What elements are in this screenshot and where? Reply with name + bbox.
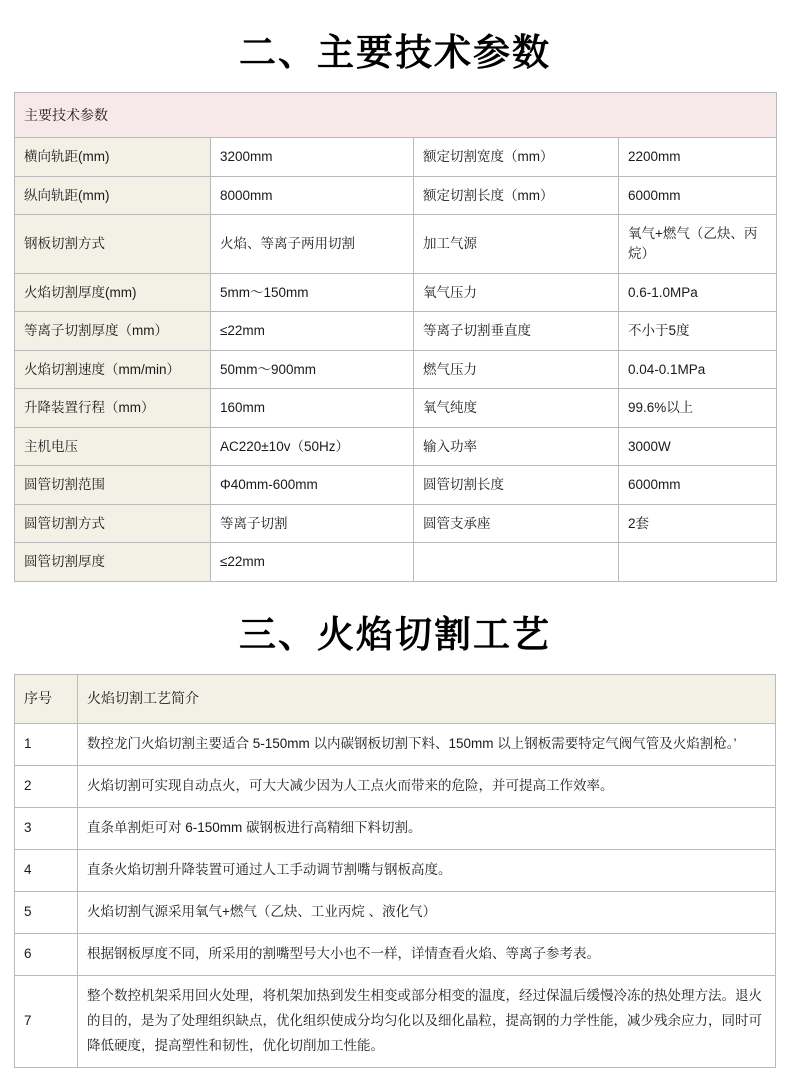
table-row: [15, 975, 776, 1067]
process-text: 直条单割炬可对 6-150mm 碳钢板进行高精细下料切割。: [78, 807, 776, 849]
spec-table: [14, 92, 777, 582]
spec-label: 横向轨距(mm): [15, 138, 211, 177]
process-text: 整个数控机架采用回火处理，将机架加热到发生相变或部分相变的温度，经过保温后缓慢冷冻的热处理方法。退火的目的，是为了处理组织缺点，优化组织使成分均匀化以及细化晶粒，提高钢的力学性能，减少残余应力，同时可降低硬度，提高塑性和韧性，优化切削加工性能。: [78, 975, 776, 1067]
spec-label: 燃气压力: [414, 350, 619, 389]
process-index: 1: [15, 723, 78, 765]
process-header-index: 序号: [15, 675, 78, 724]
table-row: [15, 849, 776, 891]
spec-value: 氧气+燃气（乙炔、丙烷）: [619, 215, 777, 273]
table-row: [15, 807, 776, 849]
process-header-description: 火焰切割工艺简介: [78, 675, 776, 724]
table-row: [15, 765, 776, 807]
spec-value: 0.6-1.0MPa: [619, 273, 777, 312]
table-row: [15, 543, 777, 582]
spec-value: 等离子切割: [211, 504, 414, 543]
spec-label: [414, 543, 619, 582]
spec-value: Φ40mm-600mm: [211, 466, 414, 505]
spec-label: 等离子切割厚度（mm）: [15, 312, 211, 351]
process-index: 4: [15, 849, 78, 891]
spec-label: 圆管支承座: [414, 504, 619, 543]
spec-value: AC220±10v（50Hz）: [211, 427, 414, 466]
process-text: 火焰切割可实现自动点火，可大大减少因为人工点火而带来的危险，并可提高工作效率。: [78, 765, 776, 807]
spec-value: [619, 543, 777, 582]
spec-value: 50mm～900mm: [211, 350, 414, 389]
spec-label: 氧气纯度: [414, 389, 619, 428]
spec-label: 额定切割宽度（mm）: [414, 138, 619, 177]
spec-label: 圆管切割方式: [15, 504, 211, 543]
table-row: [15, 350, 777, 389]
spec-label: 氧气压力: [414, 273, 619, 312]
table-row-header: [15, 675, 776, 724]
spec-value: 0.04-0.1MPa: [619, 350, 777, 389]
spec-label: 圆管切割厚度: [15, 543, 211, 582]
table-row: [15, 933, 776, 975]
table-row: [15, 723, 776, 765]
table-row: [15, 466, 777, 505]
spec-value: 6000mm: [619, 176, 777, 215]
spec-label: 纵向轨距(mm): [15, 176, 211, 215]
spec-label: 钢板切割方式: [15, 215, 211, 273]
spec-value: 2套: [619, 504, 777, 543]
spec-label: 主机电压: [15, 427, 211, 466]
process-index: 7: [15, 975, 78, 1067]
table-row: [15, 312, 777, 351]
page-title-section-2: 二、主要技术参数: [239, 32, 551, 73]
process-table-body: [15, 675, 776, 1068]
spec-label: 火焰切割厚度(mm): [15, 273, 211, 312]
table-row: [15, 427, 777, 466]
spec-value: 火焰、等离子两用切割: [211, 215, 414, 273]
spec-label: 加工气源: [414, 215, 619, 273]
spec-label: 输入功率: [414, 427, 619, 466]
process-text: 根据钢板厚度不同，所采用的割嘴型号大小也不一样，详情查看火焰、等离子参考表。: [78, 933, 776, 975]
spec-value: 6000mm: [619, 466, 777, 505]
process-index: 6: [15, 933, 78, 975]
spec-value: 160mm: [211, 389, 414, 428]
spec-label: 升降装置行程（mm）: [15, 389, 211, 428]
process-text: 数控龙门火焰切割主要适合 5-150mm 以内碳钢板切割下料、150mm 以上钢板需要特定气阀气管及火焰割枪。’: [78, 723, 776, 765]
spec-value: ≤22mm: [211, 312, 414, 351]
spec-value: 不小于5度: [619, 312, 777, 351]
spec-table-header-label: 主要技术参数: [15, 93, 777, 138]
table-row: [15, 138, 777, 177]
process-text: 直条火焰切割升降装置可通过人工手动调节割嘴与钢板高度。: [78, 849, 776, 891]
table-row: [15, 273, 777, 312]
table-row: [15, 504, 777, 543]
process-index: 2: [15, 765, 78, 807]
spec-table-body: [15, 93, 777, 582]
process-index: 5: [15, 891, 78, 933]
spec-label: 等离子切割垂直度: [414, 312, 619, 351]
process-table: [14, 674, 776, 1068]
spec-value: 3200mm: [211, 138, 414, 177]
spec-label: 圆管切割长度: [414, 466, 619, 505]
table-row-header: [15, 93, 777, 138]
spec-value: 3000W: [619, 427, 777, 466]
spec-value: 2200mm: [619, 138, 777, 177]
process-text: 火焰切割气源采用氧气+燃气（乙炔、工业丙烷 、液化气）: [78, 891, 776, 933]
table-row: [15, 215, 777, 273]
spec-value: 8000mm: [211, 176, 414, 215]
spec-label: 火焰切割速度（mm/min）: [15, 350, 211, 389]
spec-label: 圆管切割范围: [15, 466, 211, 505]
page-title-section-3: 三、火焰切割工艺: [239, 614, 551, 656]
table-row: [15, 389, 777, 428]
spec-value: 5mm～150mm: [211, 273, 414, 312]
table-row: [15, 176, 777, 215]
spec-label: 额定切割长度（mm）: [414, 176, 619, 215]
process-index: 3: [15, 807, 78, 849]
spec-value: ≤22mm: [211, 543, 414, 582]
table-row: [15, 891, 776, 933]
spec-value: 99.6%以上: [619, 389, 777, 428]
